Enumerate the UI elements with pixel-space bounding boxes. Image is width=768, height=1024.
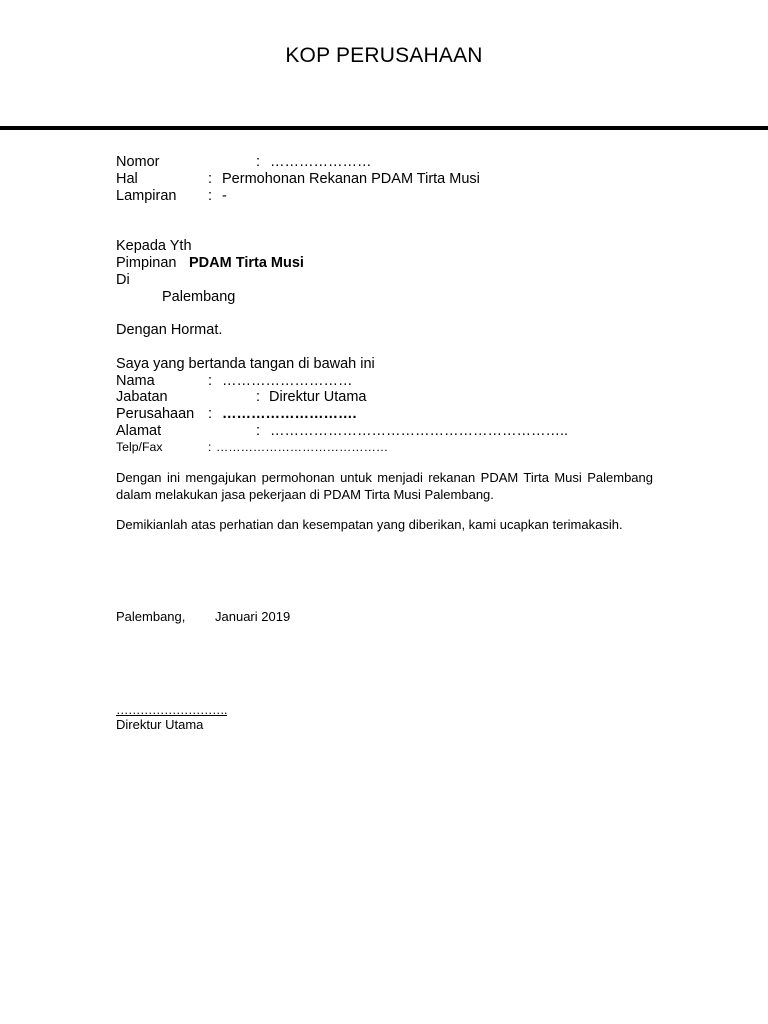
nomor-separator: : [256, 154, 261, 170]
recipient-organization: PDAM Tirta Musi [189, 255, 304, 271]
closing-place: Palembang, [116, 609, 186, 624]
perusahaan-value: ………………………. [222, 406, 357, 422]
nama-value: ……………………… [222, 373, 353, 389]
signature-line: ………………………. [116, 703, 227, 717]
perusahaan-separator: : [208, 406, 213, 422]
lampiran-separator: : [208, 188, 213, 204]
nomor-label: Nomor [116, 154, 160, 170]
lampiran-label: Lampiran [116, 188, 177, 204]
nama-label: Nama [116, 373, 155, 389]
telp-fax-label: Telp/Fax [116, 440, 163, 454]
jabatan-separator: : [256, 389, 261, 405]
signer-position: Direktur Utama [116, 717, 204, 732]
nama-separator: : [208, 373, 213, 389]
alamat-label: Alamat [116, 423, 162, 439]
lampiran-value: - [222, 188, 227, 204]
telp-fax-value: …………………………………… [216, 440, 389, 454]
recipient-di: Di [116, 272, 130, 288]
alamat-value: …………………………………………………….. [270, 423, 569, 439]
greeting: Dengan Hormat. [116, 322, 223, 338]
recipient-city: Palembang [162, 289, 236, 305]
perusahaan-label: Perusahaan [116, 406, 195, 422]
recipient-salutation: Kepada Yth [116, 238, 192, 254]
nomor-value: ………………… [270, 154, 372, 170]
hal-separator: : [208, 171, 213, 187]
hal-value: Permohonan Rekanan PDAM Tirta Musi [222, 171, 480, 187]
signer-intro: Saya yang bertanda tangan di bawah ini [116, 356, 375, 372]
letterhead-title: KOP PERUSAHAAN [285, 44, 483, 67]
recipient-pimpinan-label: Pimpinan [116, 255, 177, 271]
telp-fax-separator: : [208, 440, 212, 454]
closing-date: Januari 2019 [215, 609, 291, 624]
closing-paragraph: Demikianlah atas perhatian dan kesempatan yang diberikan, kami ucapkan terimakasih. [116, 517, 623, 532]
request-paragraph: Dengan ini mengajukan permohonan untuk menjadi rekanan PDAM Tirta Musi Palembang dalam melakukan jasa pekerjaan di PDAM Tirta Musi Palembang. [116, 470, 653, 502]
letterhead-divider [0, 126, 768, 130]
jabatan-value: Direktur Utama [269, 389, 367, 405]
hal-label: Hal [116, 171, 138, 187]
jabatan-label: Jabatan [116, 389, 168, 405]
alamat-separator: : [256, 423, 261, 439]
